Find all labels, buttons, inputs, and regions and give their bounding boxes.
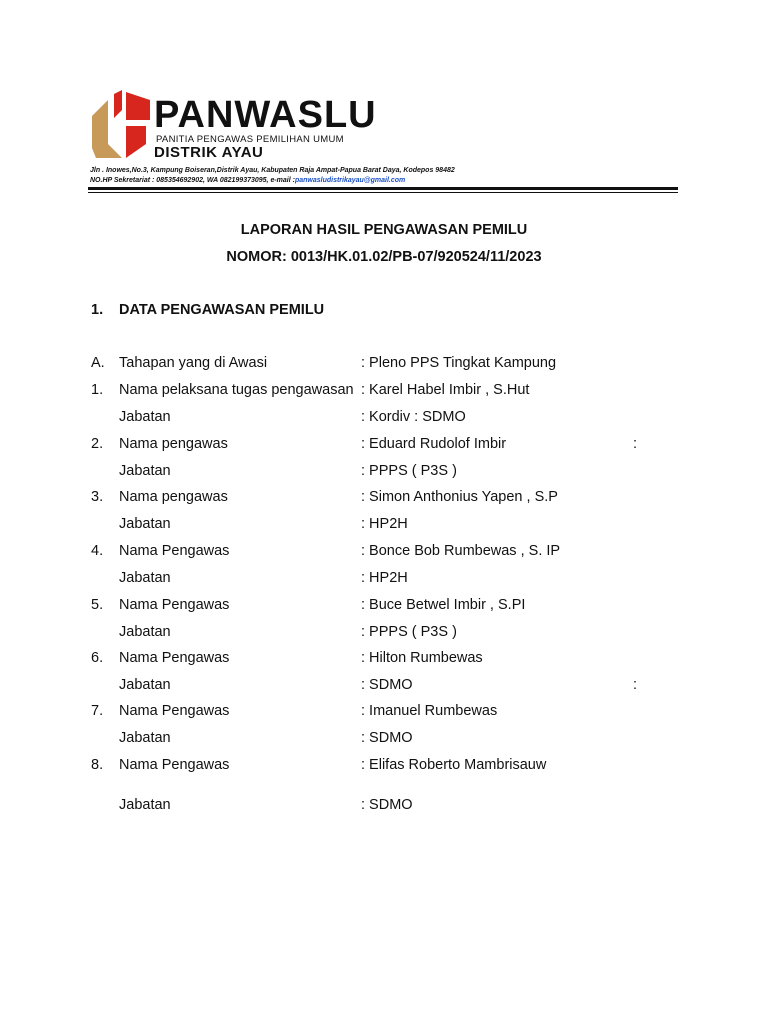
data-row [0, 543, 768, 565]
brand-subtitle: PANITIA PENGAWAS PEMILIHAN UMUM [156, 134, 344, 145]
section-number: 1. [91, 302, 104, 318]
row-value: : Karel Habel Imbir , S.Hut [361, 382, 530, 398]
row-label: Jabatan [119, 463, 171, 479]
row-label: Jabatan [119, 516, 171, 532]
panwaslu-logo-icon [88, 90, 154, 160]
row-value: : Buce Betwel Imbir , S.PI [361, 597, 526, 613]
row-number: 4. [91, 543, 104, 559]
data-row [0, 489, 768, 511]
brand-name: PANWASLU [154, 94, 377, 136]
row-label: Jabatan [119, 730, 171, 746]
row-number: 5. [91, 597, 104, 613]
row-label: Nama Pengawas [119, 703, 230, 719]
data-row [0, 409, 768, 431]
row-number: 1. [91, 382, 104, 398]
address-line: Jln . Inowes,No.3, Kampung Boiseran,Distrik Ayau, Kabupaten Raja Ampat-Papua Barat Daya, Kodepos 98482 [90, 167, 455, 174]
email-link[interactable]: panwasludistrikayau@gmail.com [294, 177, 406, 184]
data-row [0, 797, 768, 819]
row-value: : SDMO [361, 730, 413, 746]
data-row [0, 650, 768, 672]
row-value: : PPPS ( P3S ) [361, 624, 457, 640]
row-value: : Bonce Bob Rumbewas , S. IP [361, 543, 561, 559]
row-value: : HP2H [361, 570, 408, 586]
row-value: : Imanuel Rumbewas [361, 703, 498, 719]
row-number: 7. [91, 703, 104, 719]
row-label: Nama Pengawas [119, 543, 230, 559]
row-label: Nama Pengawas [119, 597, 230, 613]
row-label: Jabatan [119, 570, 171, 586]
data-row [0, 730, 768, 752]
contact-prefix: NO.HP Sekretariat : 085354692902, WA 082199373095, e-mail : [90, 177, 295, 184]
data-row [0, 436, 768, 458]
document-number: NOMOR: 0013/HK.01.02/PB-07/920524/11/2023 [226, 249, 542, 265]
row-label: Nama Pengawas [119, 650, 230, 666]
data-row [0, 570, 768, 592]
row-number: 3. [91, 489, 104, 505]
row-value: : HP2H [361, 516, 408, 532]
row-number: A. [91, 355, 105, 371]
section-title: DATA PENGAWASAN PEMILU [119, 302, 325, 318]
data-row [0, 463, 768, 485]
row-extra: : [633, 677, 638, 693]
row-value: : Simon Anthonius Yapen , S.P [361, 489, 558, 505]
row-label: Jabatan [119, 624, 171, 640]
data-row [0, 624, 768, 646]
row-number: 8. [91, 757, 104, 773]
row-value: : SDMO [361, 677, 413, 693]
brand-district: DISTRIK AYAU [154, 144, 264, 161]
row-value: : SDMO [361, 797, 413, 813]
row-extra: : [633, 436, 638, 452]
row-value: : Elifas Roberto Mambrisauw [361, 757, 547, 773]
row-label: Tahapan yang di Awasi [119, 355, 268, 371]
row-label: Nama Pengawas [119, 757, 230, 773]
row-value: : Eduard Rudolof Imbir [361, 436, 507, 452]
row-number: 6. [91, 650, 104, 666]
row-value: : PPPS ( P3S ) [361, 463, 457, 479]
row-value: : Kordiv : SDMO [361, 409, 466, 425]
data-row [0, 382, 768, 404]
row-label: Jabatan [119, 409, 171, 425]
row-label: Nama pengawas [119, 436, 228, 452]
row-label: Jabatan [119, 677, 171, 693]
document-title: LAPORAN HASIL PENGAWASAN PEMILU [240, 222, 528, 238]
header-divider-thick [88, 187, 678, 190]
data-row [0, 355, 768, 377]
row-number: 2. [91, 436, 104, 452]
contact-line [90, 177, 405, 184]
row-label: Nama pengawas [119, 489, 228, 505]
data-row [0, 703, 768, 725]
data-row [0, 677, 768, 699]
data-row [0, 597, 768, 619]
row-label: Nama pelaksana tugas pengawasan [119, 382, 354, 398]
row-value: : Pleno PPS Tingkat Kampung [361, 355, 557, 371]
header-divider-thin [88, 192, 678, 193]
row-value: : Hilton Rumbewas [361, 650, 483, 666]
data-row [0, 516, 768, 538]
row-label: Jabatan [119, 797, 171, 813]
data-row [0, 757, 768, 779]
